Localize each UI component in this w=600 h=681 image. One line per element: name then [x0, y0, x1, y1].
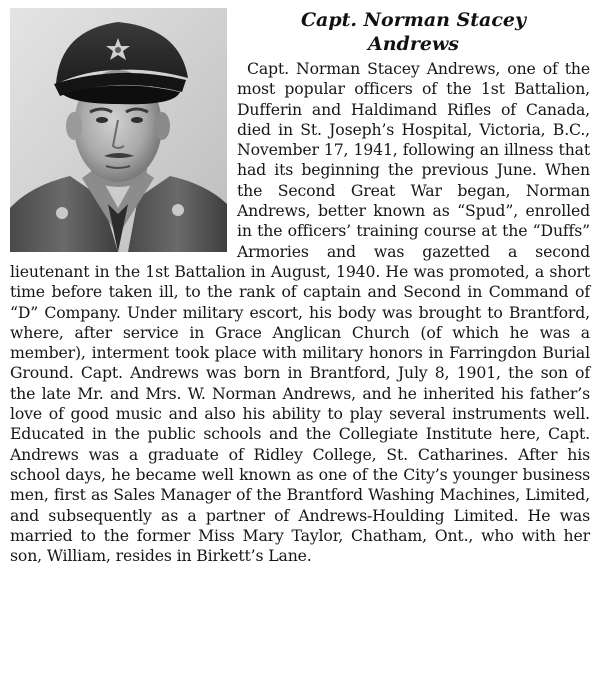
portrait-photo: [10, 8, 227, 252]
article-text: Capt. Norman Stacey Andrews, one of the most popular officers of the 1st Battalion, Dufferin and Haldimand Rifles of Canada, died in St. Joseph’s Hospital, Victoria, B.C., November 17, 1941, following an illness that had its beginning the previous June. When the Second Great War began, Norman Andrews, better known as “Spud”, enrolled in the officers’ training course at the “Duffs” Armories and was gazetted a second lieutenant in the 1st Battalion in August, 1940. He was promoted, a short time before taken ill, to the rank of captain and Second in Command of “D” Company. Under military escort, his body was brought to Brantford, where, after service in Grace Anglican Church (of which he was a member), interment took place with military honors in Farringdon Burial Ground. Capt. Andrews was born in Brantford, July 8, 1901, the son of the late Mr. and Mrs. W. Norman Andrews, and he inherited his father’s love of good music and also his ability to play several instruments well. Educated in the public schools and the Collegiate Institute here, Capt. Andrews was a graduate of Ridley College, St. Catharines. After his school days, he became well known as one of the City’s younger business men, first as Sales Manager of the Brantford Washing Machines, Limited, and subsequently as a partner of Andrews-Houlding Limited. He was married to the former Miss Mary Taylor, Chatham, Ont., who with her son, William, resides in Birkett’s Lane.: [10, 59, 590, 566]
title-line-1: Capt. Norman Stacey: [300, 9, 527, 31]
title-line-2: Andrews: [368, 33, 459, 55]
